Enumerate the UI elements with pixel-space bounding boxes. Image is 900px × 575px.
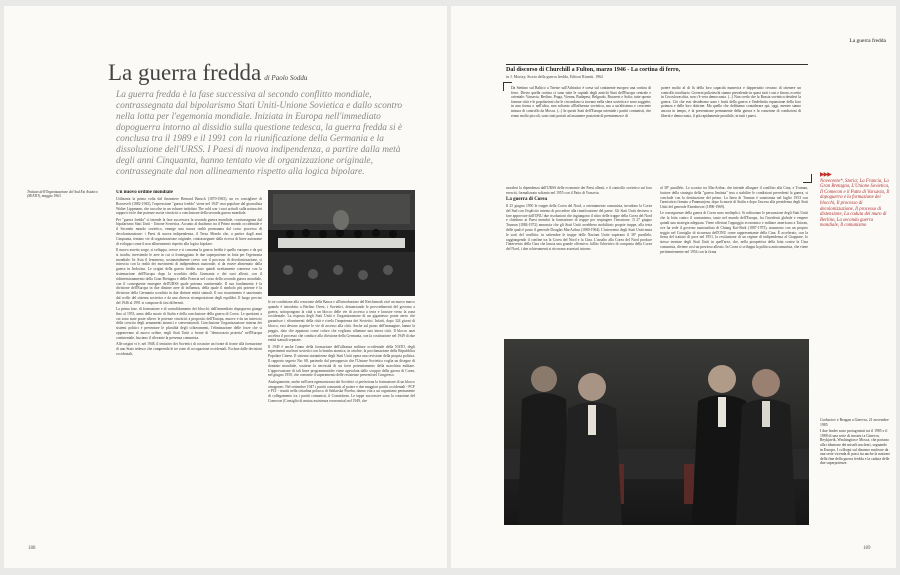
paragraph: Analogamente, anche nell'area egemonizzata dai Sovietici si perfeziona la formazione di un blocco omogeneo. Nel settembre 1947 i partiti comunisti al potere e due maggiori partiti occidentali - PCF e PCI - riuniti nella cittadina polacca di Szklarska Poreba, danno vita a un organismo permanente di collegamento tra i partiti comunisti, il Cominform. Le tappe successive sono la creazione del Comecon (Consiglio di mutua assistenza economica) nel 1949, che: [268, 379, 415, 403]
triple-arrow-icon: ▶▶▶: [820, 172, 831, 178]
paragraph: La prima fase, di formazione e di consolidamento dei blocchi, dall'immediato dopoguerra giunge fino al 1953, anno della morte di Stalin e della conclusione della guerra di Corea. Le questioni a cui sono state poste rilievo le potenze vincitrici a proposito dell'Europa, muove e da un intreccio della crescita degli armamenti atomici e convenzionali. Conclusione l'organizzazione interna dei sistemi politici e presentare le pluralità degli schieramenti, l'eliminazione delle forze che si opponevano al nuovo ordine, negli Stati Uniti a fronte di "democrazia protetta" nell'Europa continentale, lasciano il rilevante la presenza comunista.: [116, 307, 262, 340]
intro-paragraph: La guerra fredda è la fase successiva al secondo conflitto mondiale, contrassegnata dal bipolarismo Stati Uniti-Unione Sovietica e dallo scontro nella lotta per l'egemonia mondiale. Iniziata in Europa nell'immediato dopoguerra intorno al dissidio sulla questione tedesca, la guerra fredda si è conclusa tra il 1989 e il 1991 con la riunificazione della Germania e la dissoluzione dell'URSS. I Paesi di nuova indipendenza, a partire dalla metà degli anni Cinquanta, hanno tentato vie di organizzazione originale, contrassegnate dal non allineamento rispetto alla logica bipolare.: [116, 90, 403, 177]
byline: di Paolo Soddu: [264, 74, 308, 82]
caption-body: I due leader sono protagonisti tra il 1985 e il 1988 di una serie di incontri a Ginevra, Reykjavik, Washington e Mosca, che portano alla riduzione dei missili nucleari, segnando in Europa. I colloqui sul disarmo nucleare da una serie vicenda di passi tra anche la nazione della fine della guerra fredda e la caduta delle due superpotenze.: [820, 429, 890, 466]
paragraph: Il 25 giugno 1950 le truppe della Corea del Nord, a orientamento comunista, invadono la Corea del Sud con l'esplicito intento di procedere alla riunificazione del paese. Gli Stati Uniti decisero a fare approvare dall'ONU due risoluzioni che ingiungono il ritiro delle truppe della Corea del Nord e chiedono ai Paesi membri la formazione di truppe per respingere l'invasione. Il 27 giugno Truman (1884-1972) annuncia che gli Stati Uniti avrebbero mobilitato proprie truppe, alla testa delle quali è posto il generale Douglas MacArthur (1880-1964). L'intervento degli Stati Uniti muta le sorti del conflitto: in settembre le truppe delle Nazioni Unite superano il 38° parallelo, raggiungendo il confine tra la Corea del Nord e la Cina. L'assalto alla Corea del Nord produce l'intervento della Cina che lancia una grande offensiva: fallito l'obiettivo di conquista della Corea del Nord, i due schieramenti si ritrovano assestati intorno: [506, 204, 652, 252]
see-also-sidebar: [820, 173, 890, 229]
text-column-3: [506, 186, 652, 336]
section-heading: Un nuovo ordine mondiale: [116, 190, 173, 195]
paragraph: navalesi la dipendenza dall'URSS delle economie dei Paesi alleati, e il controllo sovietico sui loro eserciti, formalizzato soltanto nel 1955 con il Patto di Varsavia.: [506, 186, 652, 195]
right-page: [451, 6, 896, 568]
caption-title: Gorbaciov e Reagan a Ginevra, 21 novembre 1985: [820, 418, 889, 427]
paragraph: al 38° parallelo. Lo scontro tra MacArthur, che intende allargare il conflitto alla Cina, e Truman, fautore della strategia della "guerra limitata" tesa a stabilire le condizioni precedenti la guerra, si conclude con la destituzione del primo. La linea di Truman è sanzionata nel luglio 1953 con l'armistizio firmato a Panmunjom, dopo la morte di Stalin e dopo l'ascesa alla presidenza degli Stati Uniti del generale Eisenhower (1890-1969).: [660, 186, 808, 210]
summit-photo-illustration: [504, 339, 809, 525]
seato-photo: [268, 190, 415, 296]
paragraph: Per "guerra fredda" si intende la fase successiva la seconda guerra mondiale, contrassegnata dal bipolarismo Stati Uniti - Unione Sovietica. Accanto al dualismo tra il Primo mondo occidentale e il Secondo mondo sovietico, emerge una nuova realtà promanata dal corso processo di decolonizzazione: i Paesi di nuova indipendenza, il Terzo Mondo che, a partire dagli anni Cinquanta, tentano vie di organizzazione originale, contrassegnate dalla ricerca di linee autonome di sviluppo come il non allineamento rispetto alla logica bipolare.: [116, 217, 262, 246]
paragraph: le tre condizione alla creazione della Banca e all'introduzione del Reichsmark cioè un nuovo marco quando è introdotto a Berlino Ovest, i Sovietici, denunciando le provvedimenti del governo a guerra, sottopongono la città a un blocco delle vie di accesso a terra e lacustre verso la zona occidentale. La risposta degli Stati Uniti e l'organizzazione di un gigantesco ponte aereo che garantisce i rifornimenti della città e rivela l'impotenza dei Sovietici. Infatti, dopo 324 giorni di blocco, essi devono riaprire le vie di accesso alla città. Anche sul piano dell'immagine, hanno la peggio, dato che appaiono come coloro che vogliono affamare una intera città. Il blocco anzi accelera il processo che conduce alla divisione della Germania, con la costituzione nel 1949 di due entità statuali separate.: [268, 300, 415, 343]
paragraph: Il 1949 è anche l'anno della formazione dell'alleanza militare occidentale della NATO, degli esperimenti nucleari sovietici con la bomba atomica, in ottobre, la proclamazione della Repubblica Popolare Cinese. Il sistema statunitense degli Stati Uniti opera una revisione della propria politica. Il rapporto segreto Nsc 68, partendo dal presupposto che l'Unione Sovietica voglia un disegno di dominio mondiale, sostiene la necessità di un forte potenziamento della macchina militare. L'approvazione di tali linee programmatiche viene agevolata dallo scoppio della guerra di Corea, nel giugno 1950, che consente il superamento delle resistenze presenti nel Congresso.: [268, 344, 415, 378]
paragraph: Alle origini vi è, nel 1948, il tentativo dei Sovietici di costruire un fronte di fronte alla formazione di uno Stato tedesco che comprenda le tre zone di occupazione occidentali. Escluse dalle decisioni occidentali,: [116, 342, 262, 356]
page-number-left: 188: [28, 546, 36, 551]
see-also-text: Novecento*, Storia; La Francia, La Gran Bretagna, L'Unione Sovietica, Il Comecon e il Patto di Varsavia, Il dopoguerra e la formazione dei blocchi, Il processo di decolonizzazione, Il processo di distensione, La caduta del muro di Berlino, La seconda guerra mondiale, Il comunismo: [820, 178, 890, 229]
gorbachev-reagan-photo: [504, 339, 809, 525]
paragraph: Il nuovo assetto sorge, si sviluppa, cresce e si consuma la guerra fredda è quello europeo e da qui si irradia, investendo le aree in cui si fronteggiano le due superpotenze in lotta per l'egemonia mondiale. In Asia il fenomeno, sostanzialmente coevo con il processo di decolonizzazione, si intreccia con la realtà dei movimenti di indipendenza nazionale, sì da essere alimentato dalla guerra in Indocina. Le origini della guerra fredda sono quindi strettamente connesse con la sistemazione dell'Europa dopo la sconfitta della Germania e dei suoi alleati, con il ridimensionamento della Gran Bretagna e della Francia nel corso della seconda guerra mondiale, con il conseguente emergere dell'URSS quale potenza continentale. Il suo fondamento è la divisione dell'Europa in due distinte aree di influenza, della quale il simbolo più potente è la divisione della Germania sconfitta in due distinte entità statuali. Il suo esaurimento è sanzionato dal crollo del sistema sovietico e da una diversa ricomposizione degli equilibri. Il luogo preciso del 1946 al 1991 si compone di fasi differenti.: [116, 247, 262, 305]
paragraph: Utilizzata la prima volta dal finanziere Bernard Baruch (1870-1965), un ex consigliere di Roosevelt (1882-1945), l'espressione "guerra fredda" viene nel 1947 resa popolare dal giornalista Walter Lippmann, che raccolse in un volume intitolato The cold war i suoi articoli sulla natura dei rapporti tra le due potenze uscite vincitrici a conclusione della seconda guerra mondiale.: [116, 197, 262, 216]
text-column-2: [268, 300, 415, 552]
bracket-corner: [803, 174, 812, 183]
paragraph: Le conseguenze della guerra di Corea sono molteplici. Si rafforzano le persuasione degli Stati Uniti che la lotta contro il comunismo, tanto nel mondo dell'Europa, fra l'incidenti globale e empere quindi una strategia adeguata. Viene offertasi l'appoggio economico e militare americano a Taiwan, ove ha sede il governo nazionalista di Chiang Kai-Shek (1887-1975), assumono con un proprio seggio nel Consiglio di sicurezza dell'ONU come rappresentante della Cina. È accelerato, con la firma del trattato di pace nel 1951, la restituzione di un regime di indipendenza al Giappone, lo stesso termine degli Stati Uniti in quell'area, che, nella prospettiva della lotta contro la Cina comunista, diviene così un prezioso alleato. In Corea si sviluppa la politica anticomunista, che viene pertinentemente nel 1954 con la firma: [660, 211, 808, 254]
photo-caption-right: [820, 418, 890, 468]
text-column-1: [116, 190, 262, 552]
quote-column-1: Da Stettino sul Baltico a Trieste sull'Adriatico è scesa sul continente europeo una cortina di ferro. Dietro quella cortina ci sono tutte le capitali degli antichi Stati dell'Europa centrale e orientale: Varsavia, Berlino, Praga, Vienna, Budapest, Belgrado, Bucarest e Sofia; tutte queste famose città e le popolazioni che le circondano si trovano nella sfera sovietica e sono soggette, in una forma o nell'altra, non soltanto all'influenza sovietica, ma a un'altissima e crescente misura di controllo da Mosca. (...) In questi Stati dell'Europa orientale i partiti comunisti, che erano molto piccoli, sono stati portati ad assumere posizioni di preminenza e di: [511, 86, 651, 118]
page-number-right: 189: [863, 546, 871, 551]
quote-box-title: Dal discorso di Churchill a Fulton, marzo 1946 - La cortina di ferro,: [506, 67, 681, 73]
section-heading: La guerra di Corea: [506, 197, 548, 203]
conference-photo-illustration: [268, 190, 415, 296]
box-top-rule: [506, 64, 808, 65]
text-column-4: [660, 186, 808, 336]
page-title: La guerra fredda di Paolo Soddu: [108, 60, 308, 85]
quote-column-2: potere molto al di là della loro capacità numerica e dappertutto cercano di ottenere un controllo totalitario. Governi polizieschi stanno prevalendo in quasi tutti i casi e finora, eccetto in Cecoslovacchia, non c'è vera democrazia. (...) Non credo che la Russia sovietica desideri la guerra. Ciò che essi desiderano sono i frutti della guerra e l'indefinita espansione della loro potenza e delle loro dottrine. Ma quello che dobbiamo considerare qui, oggi, mentre siamo ancora in tempo, è la prevenzione permanente della guerra e la creazione di condizioni di libertà e democrazia, il più rapidamente possibile, in tutti i paesi.: [661, 86, 801, 118]
photo-caption-left: Trattato dell'Organizzazione del Sud Est Asiatico (SEATO), maggio 1963.: [27, 190, 98, 199]
running-head: La guerra fredda: [849, 38, 886, 44]
left-page: [4, 6, 447, 568]
quote-box-source: in J. Mortay, Storia della guerra fredda, Editori Riuniti, 1962: [506, 74, 604, 79]
